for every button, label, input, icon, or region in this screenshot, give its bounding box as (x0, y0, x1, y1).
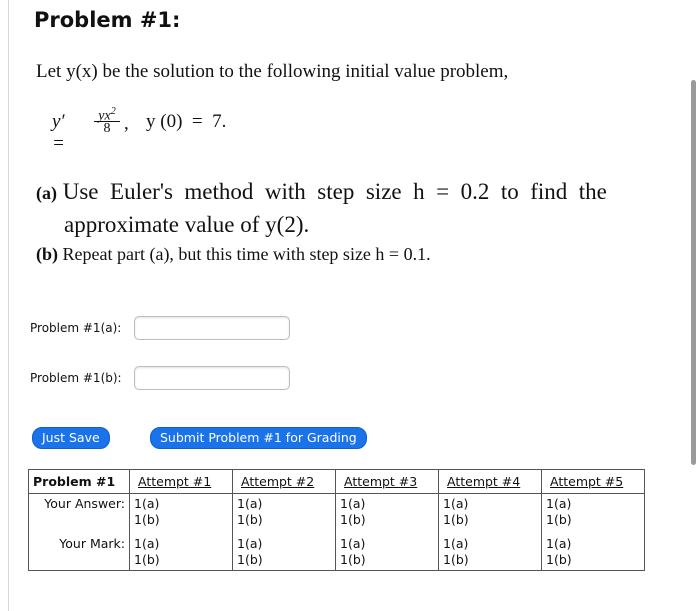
cell-1b: 1(b) (134, 512, 160, 527)
cell-1b: 1(b) (237, 552, 263, 567)
answer-cell-2 (233, 494, 336, 531)
mark-cell-1 (130, 534, 233, 571)
answer-label-1b: Problem #1(b): (30, 371, 122, 385)
part-a-line1: Use Euler's method with step size h = 0.2 to find the (62, 179, 607, 204)
answer-cell-3 (336, 494, 439, 531)
attempts-corner: Problem #1 (29, 470, 130, 494)
part-b-text: Repeat part (a), but this time with step size h = 0.1. (62, 244, 431, 264)
cell-1b: 1(b) (134, 552, 160, 567)
attempts-table (28, 469, 645, 571)
answer-input-1a[interactable] (134, 316, 290, 340)
cell-1b: 1(b) (340, 512, 366, 527)
mark-cell-3 (336, 534, 439, 571)
part-a (36, 176, 686, 240)
cell-1a: 1(a) (443, 496, 469, 511)
mark-cell-4 (439, 534, 542, 571)
equation-fraction (92, 103, 122, 136)
attempt-1-link[interactable]: Attempt #1 (130, 470, 233, 494)
cell-1b: 1(b) (443, 552, 469, 567)
answer-row-1b (30, 366, 290, 390)
equation-denominator: 8 (103, 121, 111, 136)
mark-cell-5 (542, 534, 645, 571)
cell-1b: 1(b) (546, 512, 572, 527)
page-left-border (8, 0, 9, 611)
mark-cell-2 (233, 534, 336, 571)
attempt-2-link[interactable]: Attempt #2 (233, 470, 336, 494)
cell-1a: 1(a) (134, 496, 160, 511)
cell-1a: 1(a) (340, 536, 366, 551)
equation-condition: y (0) = 7. (146, 111, 227, 132)
part-b (36, 244, 431, 265)
attempt-3-link[interactable]: Attempt #3 (336, 470, 439, 494)
cell-1a: 1(a) (443, 536, 469, 551)
cell-1b: 1(b) (546, 552, 572, 567)
cell-1b: 1(b) (237, 512, 263, 527)
problem-intro: Let y(x) be the solution to the following initial value problem, (36, 61, 509, 82)
answer-cell-5 (542, 494, 645, 531)
answer-label-1a: Problem #1(a): (30, 321, 122, 335)
submit-for-grading-button[interactable]: Submit Problem #1 for Grading (150, 427, 367, 449)
cell-1b: 1(b) (340, 552, 366, 567)
part-a-label: (a) (36, 183, 57, 203)
cell-1a: 1(a) (546, 536, 572, 551)
scrollbar[interactable] (691, 80, 696, 465)
equation-comma: , (124, 113, 129, 134)
cell-1a: 1(a) (546, 496, 572, 511)
attempts-header-row (29, 470, 645, 494)
equation-exponent: 2 (110, 106, 116, 117)
cell-1a: 1(a) (237, 536, 263, 551)
cell-1a: 1(a) (340, 496, 366, 511)
cell-1a: 1(a) (134, 536, 160, 551)
attempt-4-link[interactable]: Attempt #4 (439, 470, 542, 494)
your-mark-row (29, 534, 645, 571)
your-answer-label: Your Answer: (44, 496, 125, 511)
answer-row-1a (30, 316, 290, 340)
cell-1b: 1(b) (443, 512, 469, 527)
cell-1a: 1(a) (237, 496, 263, 511)
part-b-label: (b) (36, 244, 58, 264)
part-a-line2: approximate value of y(2). (64, 212, 310, 237)
attempt-5-link[interactable]: Attempt #5 (542, 470, 645, 494)
your-answer-row (29, 494, 645, 531)
answer-cell-1 (130, 494, 233, 531)
your-mark-label: Your Mark: (59, 536, 125, 551)
answer-cell-4 (439, 494, 542, 531)
answer-input-1b[interactable] (134, 366, 290, 390)
problem-title: Problem #1: (34, 8, 181, 32)
equation-lhs: y′ = (52, 111, 65, 154)
just-save-button[interactable]: Just Save (32, 427, 110, 449)
equation-numerator: yx (98, 108, 111, 124)
